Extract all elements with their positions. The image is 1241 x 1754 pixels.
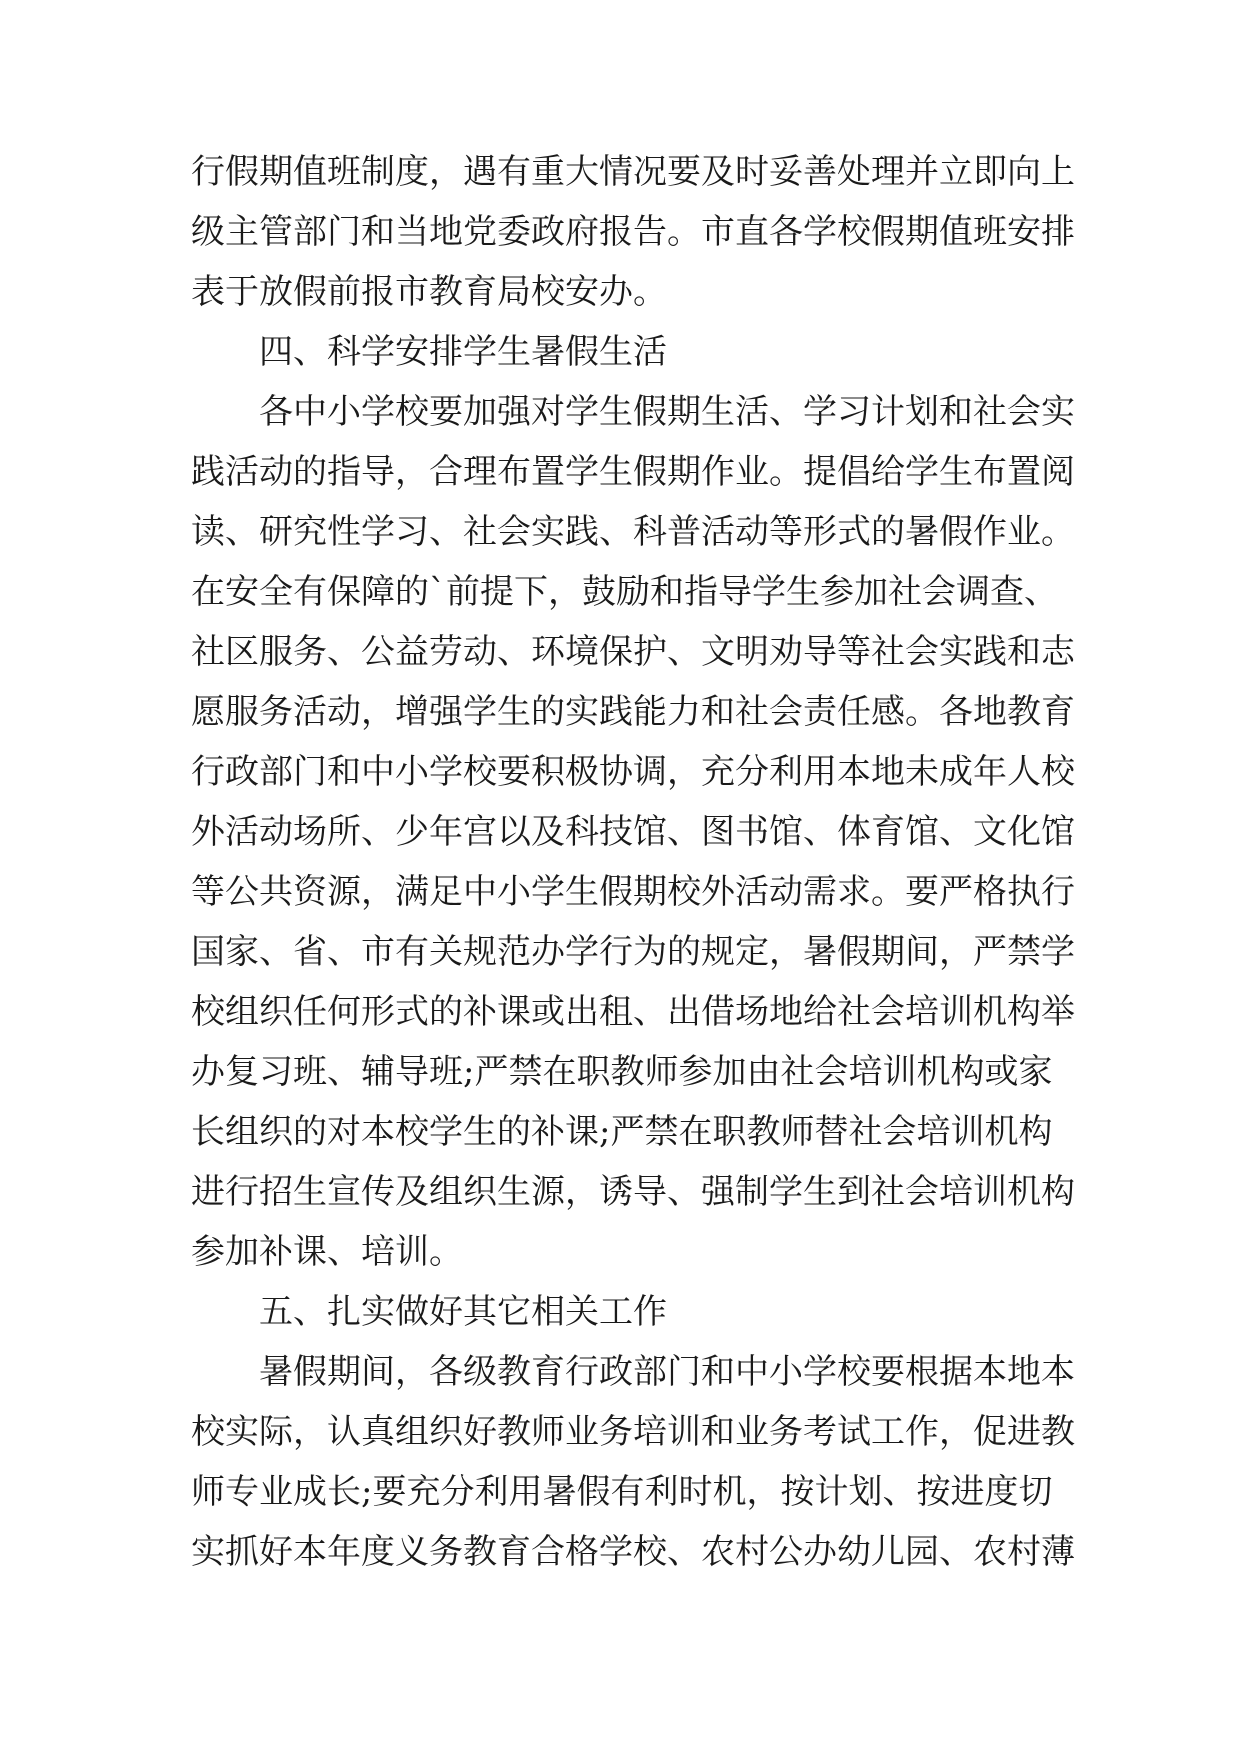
text-line: 行政部门和中小学校要积极协调，充分利用本地未成年人校 (191, 752, 1075, 792)
text-line: 等公共资源，满足中小学生假期校外活动需求。要严格执行 (191, 872, 1075, 912)
text-line: 办复习班、辅导班;严禁在职教师参加由社会培训机构或家 (191, 1052, 1053, 1092)
section-heading-4: 四、科学安排学生暑假生活 (259, 332, 667, 372)
text-line: 外活动场所、少年宫以及科技馆、图书馆、体育馆、文化馆 (191, 812, 1075, 852)
text-line: 校实际，认真组织好教师业务培训和业务考试工作，促进教 (191, 1412, 1075, 1452)
text-line: 国家、省、市有关规范办学行为的规定，暑假期间，严禁学 (191, 932, 1075, 972)
text-line: 在安全有保障的`前提下，鼓励和指导学生参加社会调查、 (191, 572, 1058, 612)
text-line: 读、研究性学习、社会实践、科普活动等形式的暑假作业。 (191, 512, 1075, 552)
text-line: 行假期值班制度，遇有重大情况要及时妥善处理并立即向上 (191, 152, 1075, 192)
text-line: 愿服务活动，增强学生的实践能力和社会责任感。各地教育 (191, 692, 1075, 732)
text-line: 践活动的指导，合理布置学生假期作业。提倡给学生布置阅 (191, 452, 1075, 492)
text-line: 暑假期间，各级教育行政部门和中小学校要根据本地本 (259, 1352, 1075, 1392)
text-line: 表于放假前报市教育局校安办。 (191, 272, 667, 312)
text-line: 长组织的对本校学生的补课;严禁在职教师替社会培训机构 (191, 1112, 1053, 1152)
text-line: 社区服务、公益劳动、环境保护、文明劝导等社会实践和志 (191, 632, 1075, 672)
text-line: 参加补课、培训。 (191, 1232, 463, 1272)
text-line: 校组织任何形式的补课或出租、出借场地给社会培训机构举 (191, 992, 1075, 1032)
text-line: 各中小学校要加强对学生假期生活、学习计划和社会实 (259, 392, 1075, 432)
text-line: 实抓好本年度义务教育合格学校、农村公办幼儿园、农村薄 (191, 1532, 1075, 1572)
text-line: 师专业成长;要充分利用暑假有利时机，按计划、按进度切 (191, 1472, 1053, 1512)
section-heading-5: 五、扎实做好其它相关工作 (259, 1292, 667, 1332)
text-line: 进行招生宣传及组织生源，诱导、强制学生到社会培训机构 (191, 1172, 1075, 1212)
text-line: 级主管部门和当地党委政府报告。市直各学校假期值班安排 (191, 212, 1075, 252)
